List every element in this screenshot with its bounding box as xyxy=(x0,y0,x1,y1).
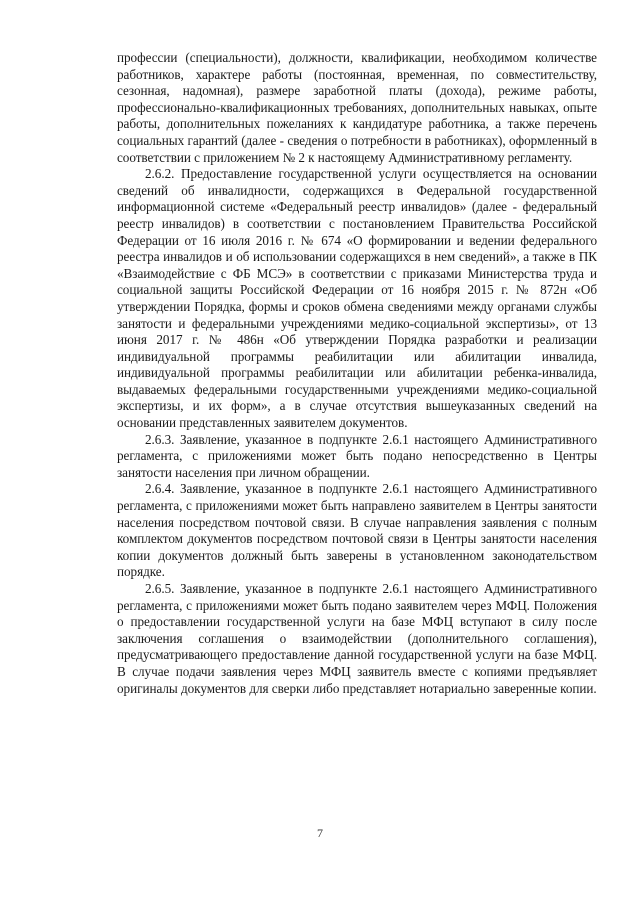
paragraph-2-6-1-continuation: профессии (специальности), должности, квалификации, необходимом количестве работников, характере работы (постоянная, временная, по совместительству, сезонная, надомная), размере заработной платы (дохода), режиме работы, профессионально-квалификационных требованиях, дополнительных навыках, опыте работы, дополнительных пожеланиях к кандидатуре работника, а также перечень социальных гарантий (далее - сведения о потребности в работниках), оформленный в соответствии с приложением № 2 к настоящему Административному регламенту. xyxy=(117,50,597,165)
paragraph-2-6-5: 2.6.5. Заявление, указанное в подпункте 2.6.1 настоящего Административного регламента, с приложениями может быть подано заявителем через МФЦ. Положения о предоставлении государственной услуги на базе МФЦ вступают в силу после заключения соглашения о взаимодействии (дополнительного соглашения), предусматривающего предоставление данной государственной услуги на базе МФЦ. В случае подачи заявления через МФЦ заявитель вместе с копиями предъявляет оригиналы документов для сверки либо представляет нотариально заверенные копии. xyxy=(117,581,597,696)
paragraph-2-6-2: 2.6.2. Предоставление государственной услуги осуществляется на основании сведений об инвалидности, содержащихся в Федеральной государственной информационной системе «Федеральный реестр инвалидов» (далее - федеральный реестр инвалидов) в соответствии с постановлением Правительства Российской Федерации от 16 июля 2016 г. № 674 «О формировании и ведении федерального реестра инвалидов и об использовании содержащихся в нем сведений», а также в ПК «Взаимодействие с ФБ МСЭ» в соответствии с приказами Министерства труда и социальной защиты Российской Федерации от 16 ноября 2015 г. № 872н «Об утверждении Порядка, формы и сроков обмена сведениями между органами службы занятости и федеральными учреждениями медико-социальной экспертизы», от 13 июня 2017 г. № 486н «Об утверждении Порядка разработки и реализации индивидуальной программы реабилитации или абилитации инвалида, индивидуальной программы реабилитации или абилитации ребенка-инвалида, выдаваемых федеральными государственными учреждениями медико-социальной экспертизы, и их форм», а в случае отсутствия вышеуказанных сведений на основании представленных заявителем документов. xyxy=(117,166,597,431)
document-body xyxy=(117,50,597,697)
page-number: 7 xyxy=(317,826,323,840)
paragraph-2-6-3: 2.6.3. Заявление, указанное в подпункте 2.6.1 настоящего Административного регламента, с приложениями может быть подано непосредственно в Центры занятости населения при личном обращении. xyxy=(117,431,597,480)
paragraph-2-6-4: 2.6.4. Заявление, указанное в подпункте 2.6.1 настоящего Административного регламента, с приложениями может быть направлено заявителем в Центры занятости населения посредством почтовой связи. В случае направления заявления с полным комплектом документов посредством почтовой связи в Центры занятости населения копии документов должный быть заверены в установленном законодательством порядке. xyxy=(117,481,597,580)
